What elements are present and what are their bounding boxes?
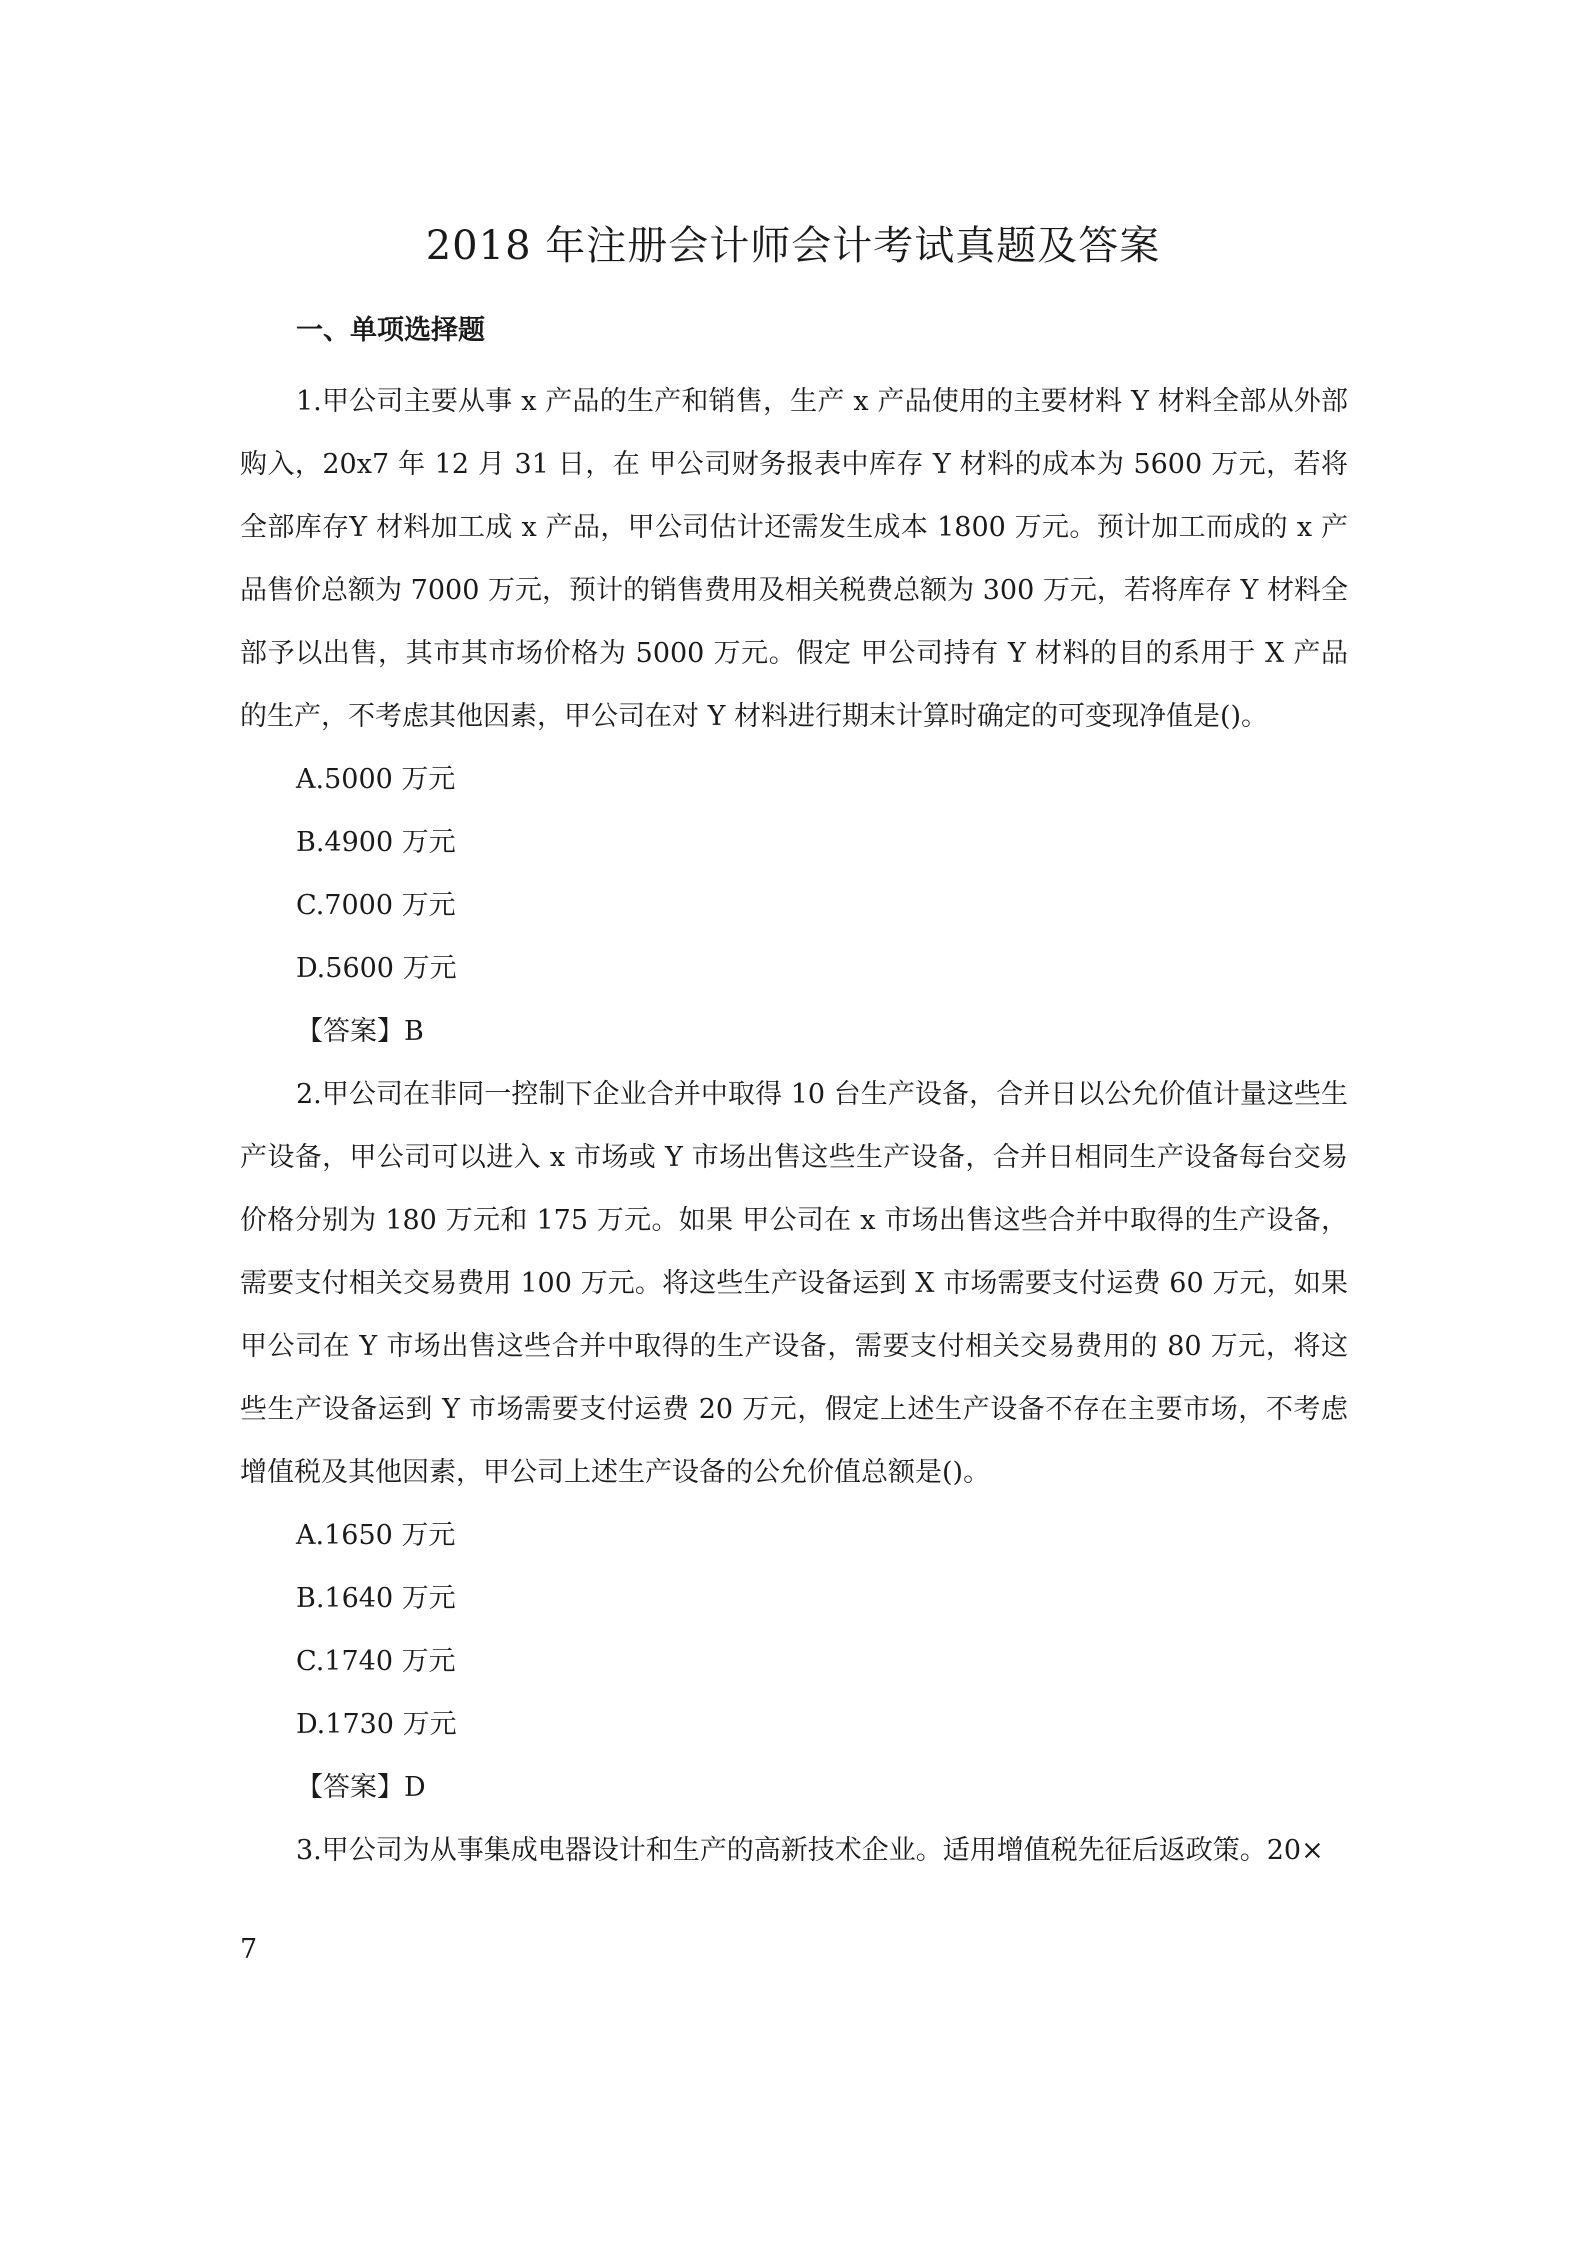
option-a: A.5000 万元 xyxy=(296,764,456,795)
option-c: C.7000 万元 xyxy=(296,890,456,921)
answer: 【答案】D xyxy=(296,1772,426,1803)
question-stem: 1.甲公司主要从事 x 产品的生产和销售，生产 x 产品使用的主要材料 Y 材料全部从外部购入，20x7 年 12 月 31 日，在 甲公司财务报表中库存 Y 材料的成本为 5600 万元，若将全部库存Y 材料加工成 x 产品，甲公司估计还需发生成本 1800 万元。预计加工而成的 x 产品售价总额为 7000 万元，预计的销售费用及相关税费总额为 300 万元，若将库存 Y 材料全部予以出售，其市其市场价格为 5000 万元。假定 甲公司持有 Y 材料的目的系用于 X 产品的生产，不考虑其他因素，甲公司在对 Y 材料进行期末计算时确定的可变现净值是()。 xyxy=(240,386,1348,732)
question-stem: 3.甲公司为从事集成电器设计和生产的高新技术企业。适用增值税先征后返政策。20× xyxy=(296,1835,1324,1866)
option-d: D.1730 万元 xyxy=(296,1709,457,1740)
option-b: B.1640 万元 xyxy=(296,1583,456,1614)
question-1 xyxy=(240,370,1348,1063)
page-number: 7 xyxy=(240,1934,258,1965)
section-heading: 一、单项选择题 xyxy=(296,315,485,346)
question-2 xyxy=(240,1063,1348,1819)
option-b: B.4900 万元 xyxy=(296,827,456,858)
option-c: C.1740 万元 xyxy=(296,1646,456,1677)
question-3 xyxy=(240,1819,1348,1882)
option-d: D.5600 万元 xyxy=(296,953,457,984)
question-stem: 2.甲公司在非同一控制下企业合并中取得 10 台生产设备，合并日以公允价值计量这些生产设备，甲公司可以进入 x 市场或 Y 市场出售这些生产设备，合并日相同生产设备每台交易价格分别为 180 万元和 175 万元。如果 甲公司在 x 市场出售这些合并中取得的生产设备，需要支付相关交易费用 100 万元。将这些生产设备运到 X 市场需要支付运费 60 万元，如果甲公司在 Y 市场出售这些合并中取得的生产设备，需要支付相关交易费用的 80 万元，将这些生产设备运到 Y 市场需要支付运费 20 万元，假定上述生产设备不存在主要市场，不考虑增值税及其他因素，甲公司上述生产设备的公允价值总额是()。 xyxy=(240,1079,1348,1488)
option-a: A.1650 万元 xyxy=(296,1520,456,1551)
page-title: 2018 年注册会计师会计考试真题及答案 xyxy=(425,223,1161,269)
answer: 【答案】B xyxy=(296,1016,424,1047)
document-body xyxy=(240,308,1348,1882)
